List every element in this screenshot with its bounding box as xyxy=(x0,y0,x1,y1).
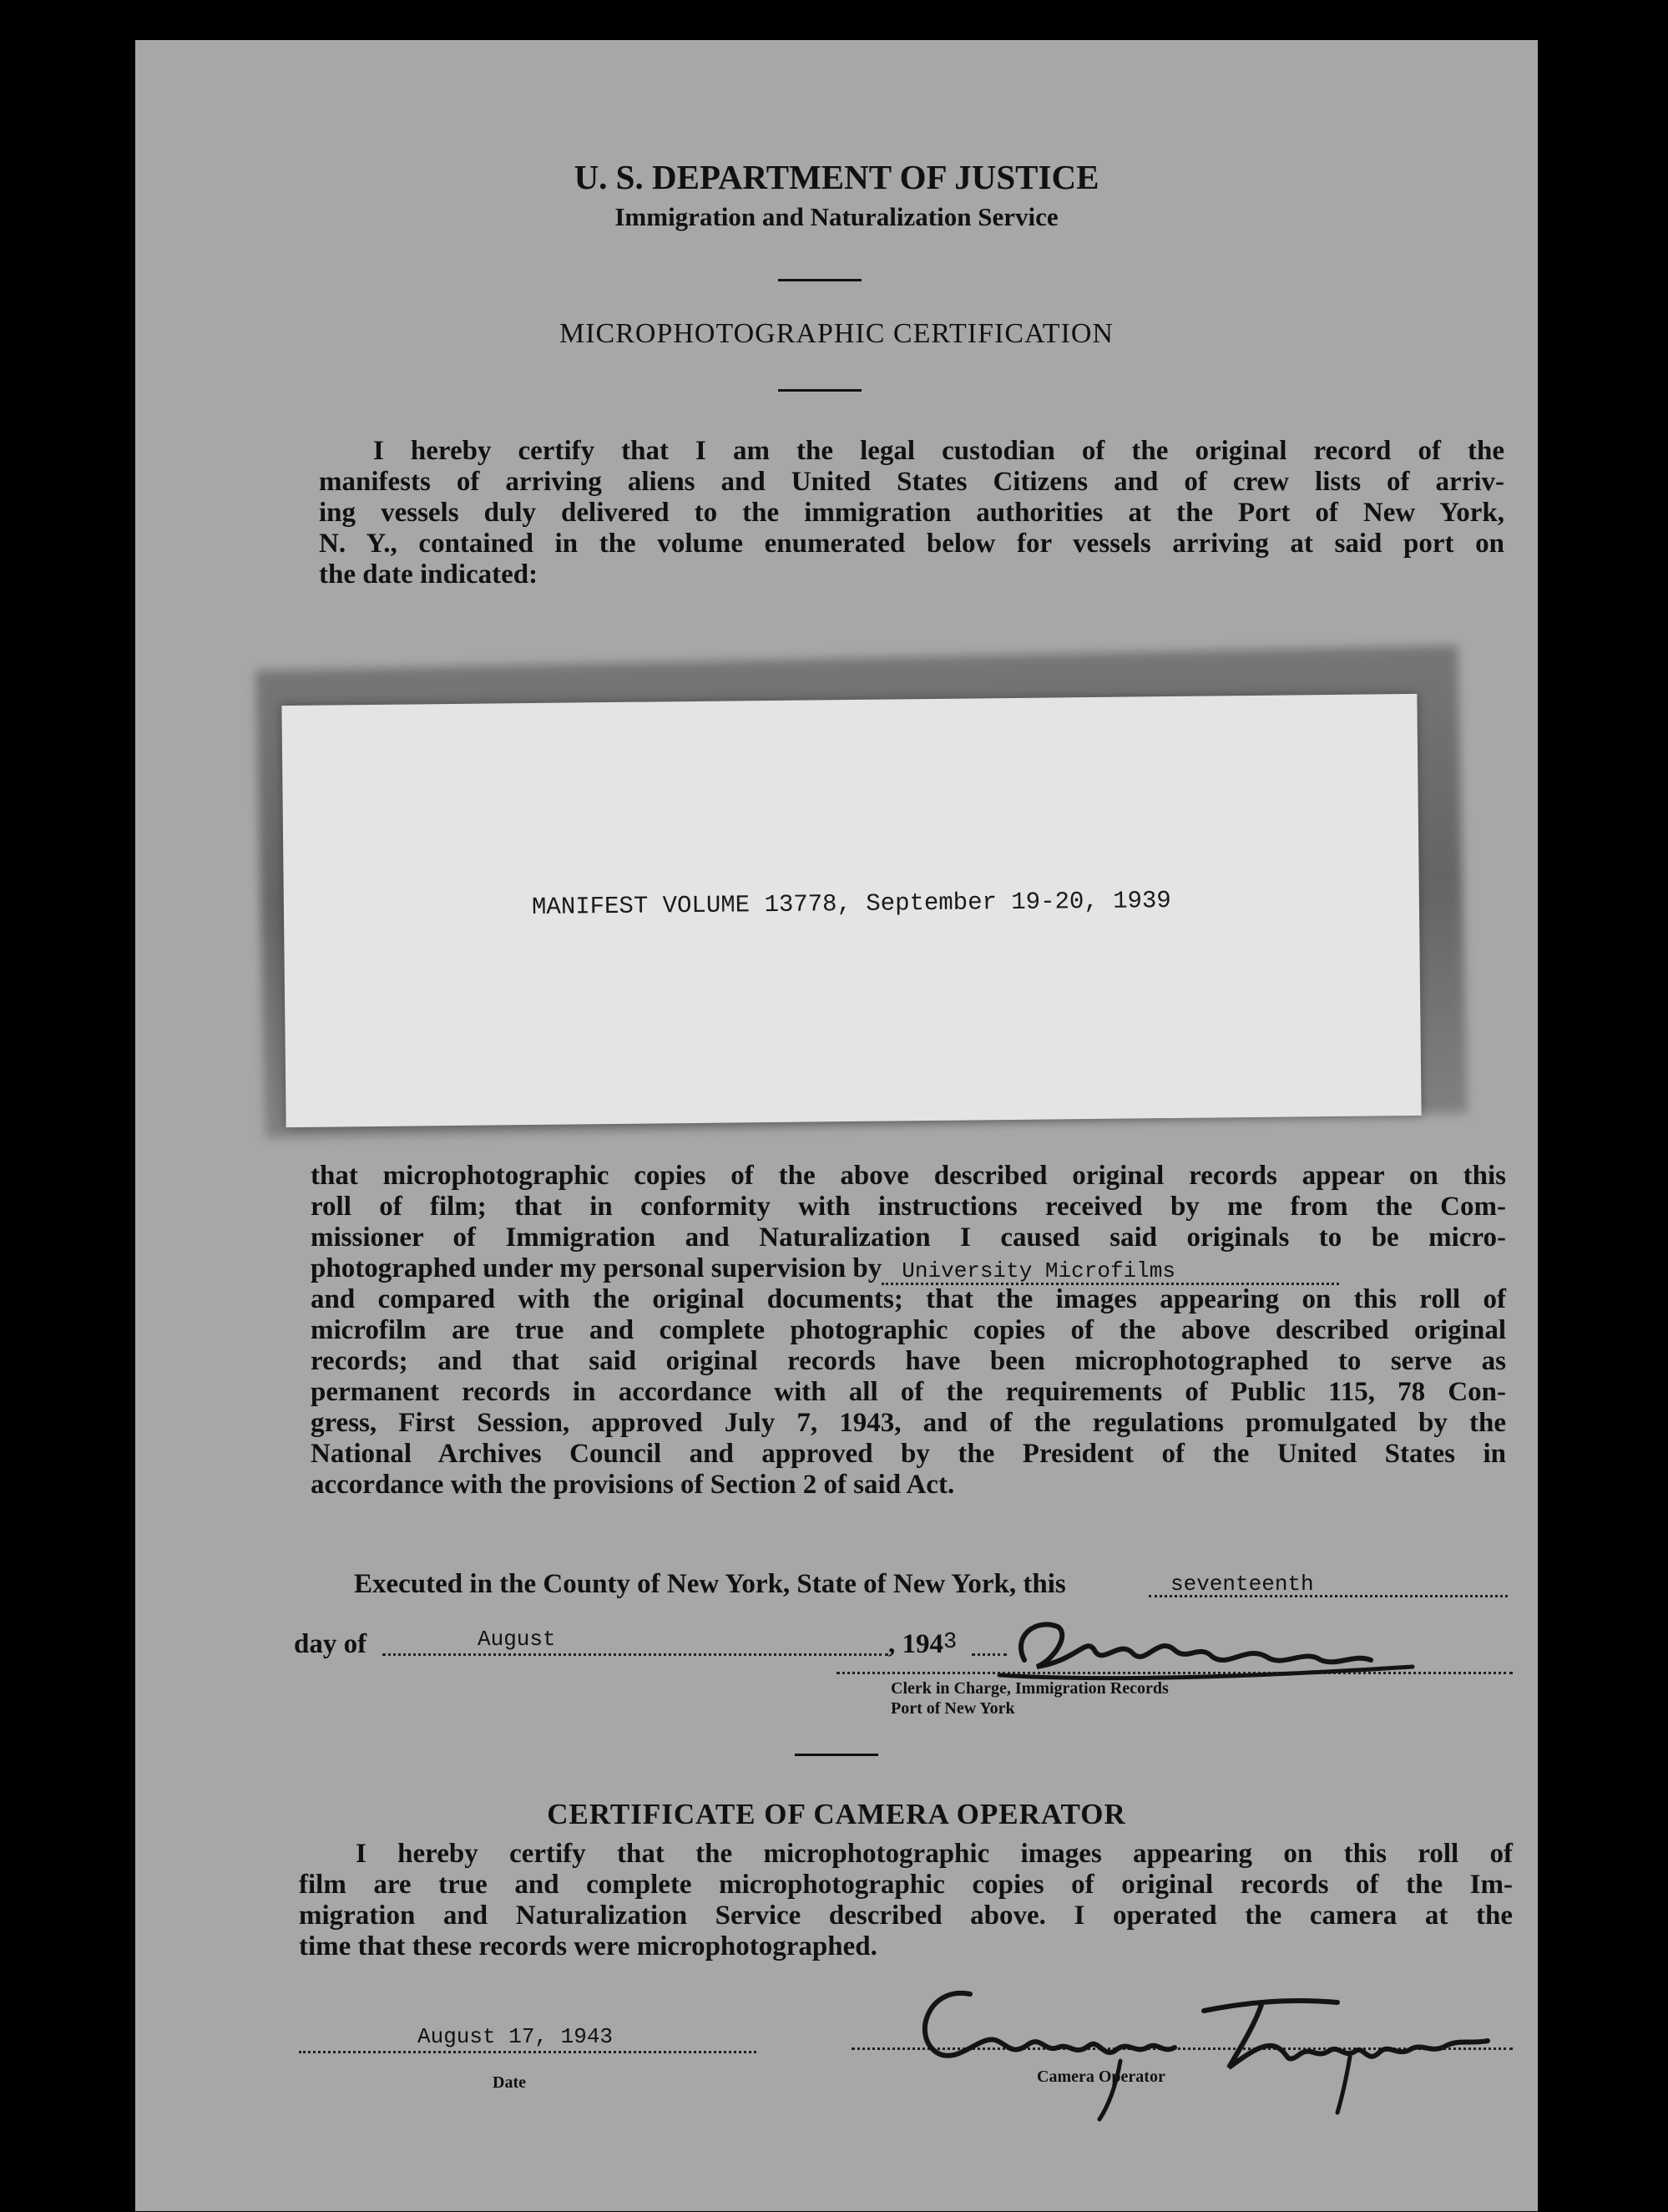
intro-line: ing vessels duly delivered to the immigration authorities at the Port of New York, xyxy=(319,498,1504,528)
body-line: and compared with the original documents; that the images appearing on this roll of xyxy=(311,1284,1506,1314)
camera-paragraph xyxy=(299,1839,1513,1962)
divider xyxy=(795,1754,878,1756)
operator-signature xyxy=(870,1961,1504,2128)
body-line: records; and that said original records have been microphotographed to serve as xyxy=(311,1346,1506,1376)
body-line: microfilm are true and complete photographic copies of the above described original xyxy=(311,1315,1506,1345)
operator-signature-last xyxy=(1204,2001,1488,2068)
agency-heading: U. S. DEPARTMENT OF JUSTICE xyxy=(574,158,1099,196)
service-subheading: Immigration and Naturalization Service xyxy=(614,202,1059,231)
body-line: missioner of Immigration and Naturalization I caused said originals to be micro- xyxy=(311,1222,1506,1253)
intro-line: N. Y., contained in the volume enumerated below for vessels arriving at said port on xyxy=(319,529,1504,559)
camera-certificate-title: CERTIFICATE OF CAMERA OPERATOR xyxy=(547,1798,1126,1830)
body-line: that microphotographic copies of the above described original records appear on this xyxy=(311,1161,1506,1191)
camera-line: I hereby certify that the microphotographic images appearing on this roll of xyxy=(356,1839,1513,1869)
intro-line: I hereby certify that I am the legal custodian of the original record of the xyxy=(373,436,1504,466)
month-field xyxy=(382,1630,888,1656)
year-prefix: , 194 xyxy=(888,1629,943,1659)
body-line: accordance with the provisions of Section 2 of said Act. xyxy=(311,1470,955,1500)
supervisor-name: University Microfilms xyxy=(882,1259,1339,1285)
year-digit: 3 xyxy=(943,1630,958,1655)
divider xyxy=(778,389,862,392)
clerk-title-line: Clerk in Charge, Immigration Records xyxy=(891,1679,1169,1698)
clerk-title xyxy=(891,1678,1169,1718)
operator-signature-descender xyxy=(1337,2057,1350,2113)
camera-line: time that these records were microphotographed. xyxy=(299,1931,877,1961)
body-line: gress, First Session, approved July 7, 1943, and of the regulations promulgated by the xyxy=(311,1408,1506,1438)
body-line: roll of film; that in conformity with instructions received by me from the Com- xyxy=(311,1192,1506,1222)
date-label: Date xyxy=(493,2073,526,2092)
month-value: August xyxy=(478,1627,556,1652)
manifest-volume-text: MANIFEST VOLUME 13778, September 19-20, 1939 xyxy=(531,886,1171,922)
body-line: permanent records in accordance with all of the requirements of Public 115, 78 Con- xyxy=(311,1377,1506,1407)
certificate-sheet xyxy=(135,40,1538,2211)
camera-line: migration and Naturalization Service described above. I operated the camera at the xyxy=(299,1901,1513,1931)
intro-line: manifests of arriving aliens and United States Citizens and of crew lists of arriv- xyxy=(319,467,1504,497)
supervisor-prefix: photographed under my personal supervision by xyxy=(311,1253,882,1283)
year-value xyxy=(888,1629,957,1660)
divider xyxy=(778,279,862,281)
execution-text: Executed in the County of New York, State of New York, this xyxy=(354,1569,1066,1599)
clerk-signature-underline xyxy=(999,1667,1413,1678)
clerk-signature-stroke xyxy=(1021,1624,1371,1667)
body-line: National Archives Council and approved by the President of the United States in xyxy=(311,1439,1506,1469)
clerk-title-line: Port of New York xyxy=(891,1699,1015,1718)
intro-line: the date indicated: xyxy=(319,559,538,590)
day-value: seventeenth xyxy=(1170,1572,1314,1597)
day-of-label: day of xyxy=(294,1629,367,1659)
manifest-slip xyxy=(281,694,1421,1127)
operator-label: Camera Operator xyxy=(1037,2068,1165,2086)
intro-paragraph xyxy=(319,436,1504,590)
supervisor-line xyxy=(311,1253,1506,1284)
camera-line: film are true and complete microphotographic copies of original records of the Im- xyxy=(299,1870,1513,1900)
body-paragraph xyxy=(311,1161,1506,1501)
date-value: August 17, 1943 xyxy=(417,2024,614,2049)
document-title: MICROPHOTOGRAPHIC CERTIFICATION xyxy=(559,318,1114,349)
operator-signature-first xyxy=(925,1993,1175,2056)
